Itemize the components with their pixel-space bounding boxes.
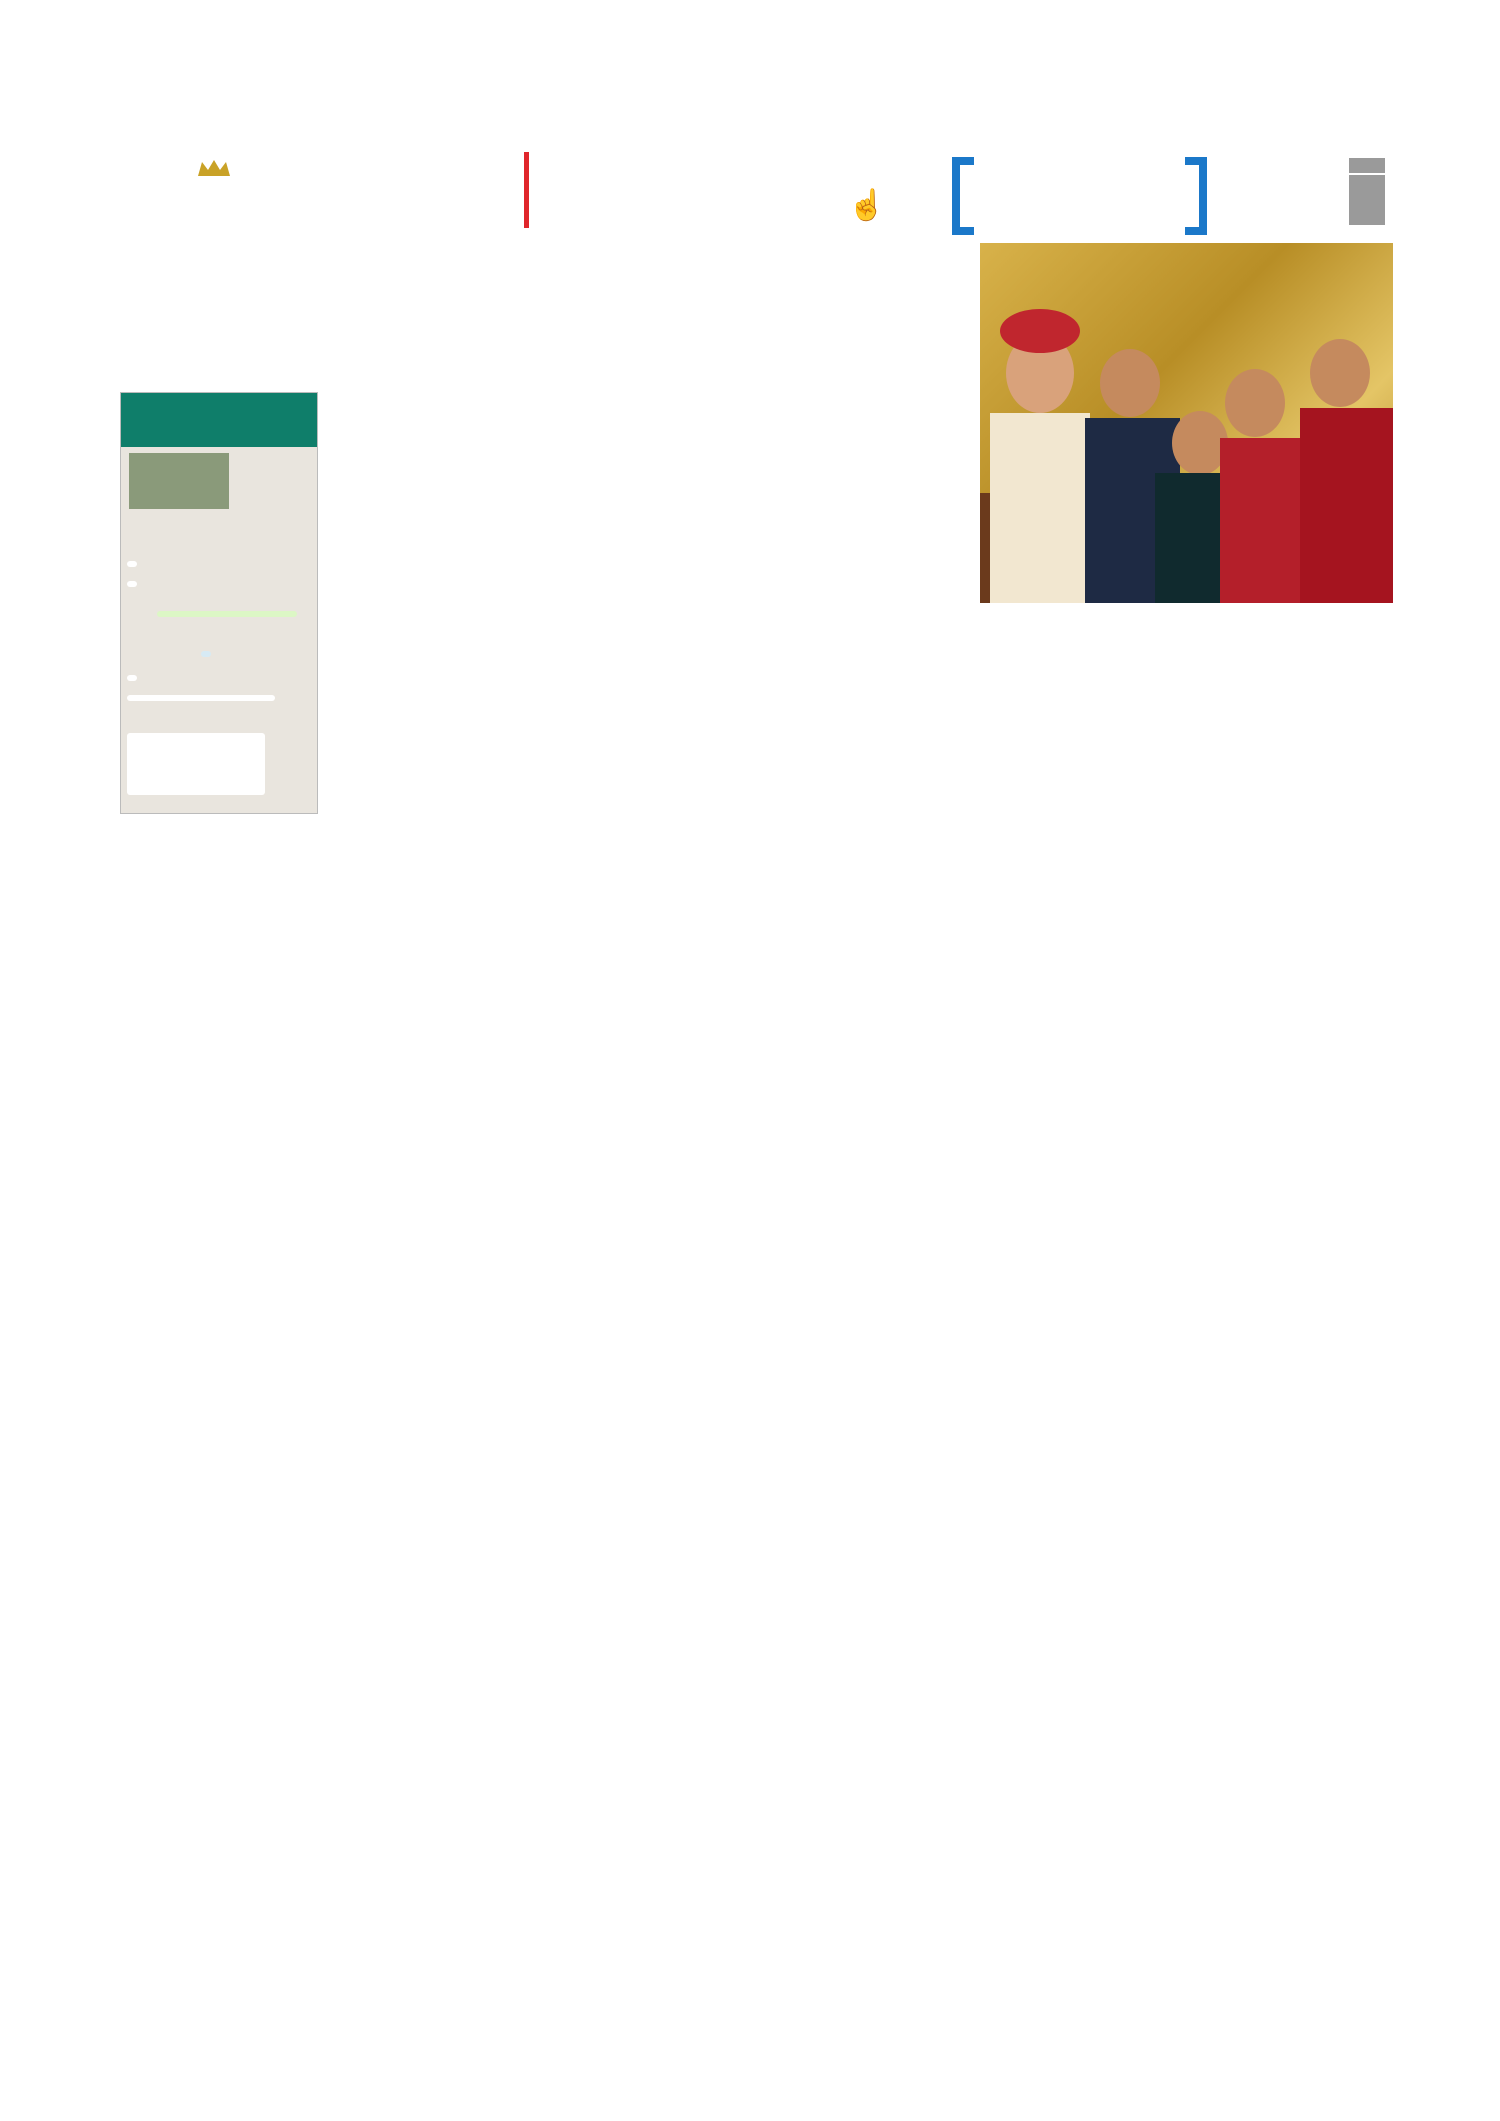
whatsapp-screenshot-1 [120,392,318,814]
chat-date [201,651,211,657]
chat-message [127,779,275,785]
chat-message [127,695,275,701]
masthead-divider [524,152,529,228]
chat-header [121,393,317,447]
pointer-hand-icon: ☝ [848,188,886,223]
section-bracket-left [952,157,974,235]
section-bracket-right [1185,157,1207,235]
chat-message-blank-2 [127,753,137,759]
chat-message [127,581,137,587]
crown-icon [196,158,232,178]
shared-photo [129,453,229,509]
chat-message [127,675,137,681]
wedding-photo [980,243,1393,603]
chat-message [127,561,137,567]
chat-message [157,611,297,617]
chat-message [127,733,265,795]
page-label [1349,158,1385,173]
page-number [1349,175,1385,225]
